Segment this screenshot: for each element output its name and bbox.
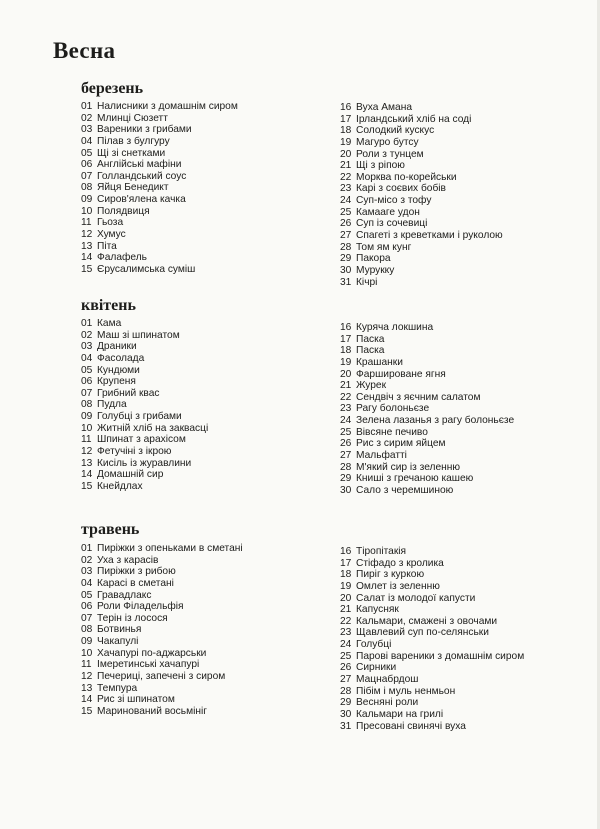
dish-name: Куряча локшина (356, 322, 434, 333)
dish-name: Роли Філадельфія (97, 601, 184, 613)
recipe-row (340, 369, 514, 381)
recipe-row (81, 113, 238, 125)
day-number: 11 (81, 217, 92, 229)
dish-name: Кама (97, 318, 122, 329)
dish-name: Щі з ріпою (356, 160, 405, 172)
dish-name: Полядвиця (97, 205, 150, 217)
recipe-row (81, 543, 243, 555)
recipe-row (81, 411, 208, 423)
dish-name: Маш зі шпинатом (97, 329, 180, 341)
dish-name: Кічрі (356, 276, 378, 288)
dish-name: Хумус (97, 229, 126, 241)
dish-name: Домашній сир (97, 469, 164, 481)
recipe-row (81, 671, 243, 683)
day-number: 21 (340, 160, 352, 172)
dish-name: Сало з черемшиною (356, 484, 454, 496)
dish-name: Налисники з домашнім сиром (97, 101, 238, 112)
dish-name: Житній хліб на заквасці (97, 422, 209, 434)
recipe-row (81, 182, 238, 194)
recipe-row (81, 458, 208, 470)
recipe-row (81, 217, 238, 229)
day-number: 30 (340, 484, 352, 496)
day-number: 11 (81, 659, 92, 671)
recipe-row (340, 183, 503, 195)
recipe-row (81, 555, 243, 567)
dish-name: Журек (356, 380, 387, 392)
day-number: 10 (81, 205, 93, 217)
day-number: 23 (340, 183, 352, 195)
recipe-row (340, 125, 503, 137)
dish-name: Кальмари на грилі (356, 708, 444, 720)
dish-name: Уха з карасів (97, 554, 159, 566)
day-number: 30 (340, 708, 352, 720)
day-number: 05 (81, 364, 93, 376)
recipe-row (81, 624, 243, 636)
day-number: 27 (340, 674, 352, 686)
month-title-may: травень (81, 521, 140, 538)
dish-name: Солодкий кускус (356, 125, 435, 137)
dish-name: Шпинат з арахісом (97, 434, 186, 446)
day-number: 25 (340, 650, 352, 662)
month-title-april: квітень (81, 297, 136, 314)
day-number: 14 (81, 252, 93, 264)
day-number: 13 (81, 682, 93, 694)
day-number: 14 (81, 469, 93, 481)
recipe-row (81, 601, 243, 613)
recipe-row (340, 473, 514, 485)
day-number: 01 (81, 101, 93, 112)
month-title-march: березень (81, 80, 144, 97)
recipe-row (81, 423, 208, 435)
recipe-row (340, 265, 503, 277)
dish-name: Чакапулі (97, 636, 139, 648)
day-number: 31 (340, 276, 352, 288)
recipe-row (340, 357, 514, 369)
day-number: 05 (81, 147, 93, 159)
dish-name: Карасі в сметані (97, 577, 174, 589)
recipe-row (81, 694, 243, 706)
dish-name: Вуха Амана (356, 102, 413, 113)
dish-name: Яйця Бенедикт (97, 182, 169, 194)
recipe-row (340, 149, 503, 161)
recipe-row (81, 706, 243, 718)
recipe-row (340, 662, 524, 674)
day-number: 20 (340, 592, 352, 604)
day-number: 28 (340, 461, 352, 473)
day-number: 31 (340, 720, 352, 732)
day-number: 01 (81, 318, 93, 329)
dish-name: Салат із молодої капусти (356, 592, 476, 604)
may-list-right (340, 546, 524, 732)
recipe-row (340, 627, 524, 639)
day-number: 08 (81, 182, 93, 194)
recipe-row (81, 613, 243, 625)
recipe-row (81, 252, 238, 264)
recipe-row (81, 353, 208, 365)
dish-name: Кнейдлах (97, 480, 143, 492)
day-number: 16 (340, 322, 352, 333)
dish-name: Пудла (97, 399, 127, 411)
dish-name: Драники (97, 341, 137, 353)
day-number: 25 (340, 206, 352, 218)
dish-name: Стіфадо з кролика (356, 557, 444, 569)
recipe-row (340, 160, 503, 172)
dish-name: Англійські мафіни (97, 159, 182, 171)
day-number: 26 (340, 662, 352, 674)
dish-name: Фасолада (97, 352, 145, 364)
dish-name: Пілав з булгуру (97, 135, 170, 147)
dish-name: Терін із лосося (97, 612, 168, 624)
recipe-row (81, 229, 238, 241)
dish-name: Маринований восьмініг (97, 705, 207, 717)
dish-name: Млинці Сюзетт (97, 112, 168, 124)
day-number: 15 (81, 263, 93, 275)
recipe-row (340, 674, 524, 686)
recipe-row (81, 399, 208, 411)
day-number: 07 (81, 387, 93, 399)
recipe-row (81, 590, 243, 602)
day-number: 02 (81, 112, 93, 124)
dish-name: М'який сир із зеленню (356, 461, 461, 473)
dish-name: Щі зі снетками (97, 147, 166, 159)
day-number: 19 (340, 356, 352, 368)
recipe-row (81, 148, 238, 160)
dish-name: Голландський соус (97, 170, 187, 182)
day-number: 19 (340, 580, 352, 592)
dish-name: Темпура (97, 682, 138, 694)
dish-name: Книші з гречаною кашею (356, 473, 474, 485)
dish-name: Сирники (356, 662, 397, 674)
recipe-row (81, 648, 243, 660)
recipe-row (340, 218, 503, 230)
dish-name: Імеретинські хачапурі (97, 659, 200, 671)
day-number: 20 (340, 368, 352, 380)
day-number: 17 (340, 113, 352, 125)
day-number: 17 (340, 333, 352, 345)
recipe-row (340, 380, 514, 392)
dish-name: Пібім і муль ненмьон (356, 685, 456, 697)
recipe-row (340, 345, 514, 357)
dish-name: Пиріжки з опеньками в сметані (97, 543, 243, 554)
recipe-row (81, 365, 208, 377)
day-number: 16 (340, 546, 352, 557)
recipe-row (340, 392, 514, 404)
day-number: 24 (340, 639, 352, 651)
dish-name: Грибний квас (97, 387, 160, 399)
day-number: 02 (81, 554, 93, 566)
recipe-row (81, 683, 243, 695)
day-number: 27 (340, 450, 352, 462)
day-number: 16 (340, 102, 352, 113)
recipe-row (340, 558, 524, 570)
dish-name: Пиріжки з рибою (97, 566, 176, 578)
day-number: 23 (340, 627, 352, 639)
day-number: 07 (81, 170, 93, 182)
dish-name: Парові вареники з домашнім сиром (356, 650, 525, 662)
day-number: 30 (340, 264, 352, 276)
day-number: 15 (81, 705, 93, 717)
day-number: 12 (81, 229, 93, 241)
recipe-row (340, 137, 503, 149)
dish-name: Спагеті з креветками і руколою (356, 230, 503, 242)
dish-name: Рис зі шпинатом (97, 694, 175, 706)
day-number: 06 (81, 601, 93, 613)
day-number: 26 (340, 438, 352, 450)
day-number: 18 (340, 125, 352, 137)
day-number: 13 (81, 457, 93, 469)
march-list-left (81, 101, 238, 276)
dish-name: Мурукку (356, 264, 395, 276)
dish-name: Печериці, запечені з сиром (97, 671, 226, 683)
recipe-row (340, 277, 503, 289)
day-number: 10 (81, 422, 93, 434)
day-number: 17 (340, 557, 352, 569)
day-number: 07 (81, 612, 93, 624)
dish-name: Щавлевий суп по-селянськи (356, 627, 489, 639)
dish-name: Голубці з грибами (97, 411, 182, 423)
recipe-row (81, 566, 243, 578)
day-number: 06 (81, 159, 93, 171)
dish-name: Фетучіні з ікрою (97, 446, 172, 458)
day-number: 06 (81, 376, 93, 388)
may-list-left (81, 543, 243, 718)
dish-name: Омлет із зеленню (356, 580, 440, 592)
day-number: 04 (81, 135, 93, 147)
day-number: 28 (340, 241, 352, 253)
recipe-row (81, 101, 238, 113)
dish-name: Кисіль із журавлини (97, 457, 192, 469)
day-number: 21 (340, 604, 352, 616)
recipe-row (81, 136, 238, 148)
recipe-row (81, 659, 243, 671)
dish-name: Вівсяне печиво (356, 426, 428, 438)
day-number: 21 (340, 380, 352, 392)
dish-name: Фаршироване ягня (356, 368, 446, 380)
recipe-row (340, 651, 524, 663)
dish-name: Кундюми (97, 364, 140, 376)
dish-name: Вареники з грибами (97, 124, 192, 136)
dish-name: Камааге удон (356, 206, 420, 218)
day-number: 12 (81, 446, 93, 458)
recipe-row (340, 462, 514, 474)
recipe-row (340, 102, 503, 114)
recipe-row (340, 697, 524, 709)
recipe-row (340, 438, 514, 450)
day-number: 27 (340, 230, 352, 242)
dish-name: Суп із сочевиці (356, 218, 428, 230)
recipe-row (81, 446, 208, 458)
day-number: 04 (81, 577, 93, 589)
recipe-row (81, 341, 208, 353)
recipe-row (340, 569, 524, 581)
recipe-row (81, 376, 208, 388)
dish-name: Капусняк (356, 604, 399, 616)
day-number: 23 (340, 403, 352, 415)
day-number: 14 (81, 694, 93, 706)
day-number: 29 (340, 697, 352, 709)
recipe-row (340, 546, 524, 558)
recipe-row (81, 434, 208, 446)
day-number: 03 (81, 566, 93, 578)
recipe-row (340, 415, 514, 427)
day-number: 24 (340, 415, 352, 427)
recipe-row (81, 159, 238, 171)
day-number: 29 (340, 253, 352, 265)
recipe-row (340, 604, 524, 616)
recipe-row (81, 388, 208, 400)
day-number: 12 (81, 671, 93, 683)
recipe-row (81, 578, 243, 590)
recipe-row (340, 616, 524, 628)
recipe-row (340, 593, 524, 605)
day-number: 02 (81, 329, 93, 341)
recipe-row (340, 450, 514, 462)
day-number: 09 (81, 194, 93, 206)
dish-name: Мальфатті (356, 450, 407, 462)
day-number: 22 (340, 391, 352, 403)
recipe-row (81, 481, 208, 493)
recipe-row (81, 171, 238, 183)
recipe-row (81, 469, 208, 481)
recipe-row (340, 403, 514, 415)
recipe-row (340, 427, 514, 439)
dish-name: Рагу болоньєзе (356, 403, 430, 415)
recipe-row (340, 485, 514, 497)
dish-name: Рис з сирим яйцем (356, 438, 446, 450)
day-number: 01 (81, 543, 93, 554)
dish-name: Гравадлакс (97, 589, 152, 601)
dish-name: Крупеня (97, 376, 136, 388)
day-number: 08 (81, 399, 93, 411)
dish-name: Хачапурі по-аджарськи (97, 647, 207, 659)
day-number: 10 (81, 647, 93, 659)
dish-name: Крашанки (356, 356, 403, 368)
recipe-row (340, 114, 503, 126)
dish-name: Роли з тунцем (356, 148, 424, 160)
day-number: 28 (340, 685, 352, 697)
dish-name: Весняні роли (356, 697, 419, 709)
dish-name: Магуро бутсу (356, 136, 419, 148)
dish-name: Гьоза (97, 217, 124, 229)
recipe-row (340, 207, 503, 219)
recipe-row (81, 330, 208, 342)
recipe-row (81, 264, 238, 276)
day-number: 09 (81, 636, 93, 648)
dish-name: Пакора (356, 253, 391, 265)
day-number: 20 (340, 148, 352, 160)
day-number: 22 (340, 171, 352, 183)
recipe-row (81, 241, 238, 253)
day-number: 26 (340, 218, 352, 230)
day-number: 29 (340, 473, 352, 485)
day-number: 03 (81, 124, 93, 136)
day-number: 25 (340, 426, 352, 438)
dish-name: Паска (356, 345, 385, 357)
dish-name: Ірландський хліб на соді (356, 113, 472, 125)
recipe-row (340, 195, 503, 207)
dish-name: Сендвіч з яєчним салатом (356, 391, 481, 403)
recipe-row (340, 322, 514, 334)
march-list-right (340, 102, 503, 288)
recipe-row (340, 581, 524, 593)
day-number: 09 (81, 411, 93, 423)
recipe-row (81, 206, 238, 218)
recipe-row (81, 194, 238, 206)
recipe-row (81, 318, 208, 330)
recipe-row (340, 721, 524, 733)
recipe-row (340, 172, 503, 184)
day-number: 04 (81, 352, 93, 364)
recipe-row (340, 334, 514, 346)
recipe-row (340, 253, 503, 265)
day-number: 24 (340, 195, 352, 207)
dish-name: Мацнабрдош (356, 674, 419, 686)
recipe-row (81, 636, 243, 648)
day-number: 05 (81, 589, 93, 601)
dish-name: Тіропітакія (356, 546, 407, 557)
recipe-row (340, 639, 524, 651)
april-list-right (340, 322, 514, 497)
dish-name: Сиров'ялена качка (97, 194, 186, 206)
dish-name: Пиріг з куркою (356, 569, 425, 581)
day-number: 19 (340, 136, 352, 148)
dish-name: Піта (97, 240, 117, 252)
dish-name: Єрусалимська суміш (97, 263, 196, 275)
recipe-row (340, 230, 503, 242)
day-number: 15 (81, 480, 93, 492)
april-list-left (81, 318, 208, 493)
day-number: 03 (81, 341, 93, 353)
day-number: 18 (340, 345, 352, 357)
dish-name: Кальмари, смажені з овочами (356, 615, 498, 627)
dish-name: Суп-місо з тофу (356, 195, 432, 207)
dish-name: Паска (356, 333, 385, 345)
dish-name: Морква по-корейськи (356, 171, 457, 183)
dish-name: Ботвинья (97, 624, 142, 636)
recipe-row (81, 124, 238, 136)
dish-name: Пресовані свинячі вуха (356, 720, 466, 732)
dish-name: Том ям кунг (356, 241, 412, 253)
recipe-row (340, 686, 524, 698)
recipe-row (340, 709, 524, 721)
dish-name: Карі з соєвих бобів (356, 183, 446, 195)
page-title: Весна (53, 38, 116, 63)
dish-name: Фалафель (97, 252, 147, 264)
day-number: 11 (81, 434, 92, 446)
recipe-row (340, 242, 503, 254)
dish-name: Голубці (356, 639, 392, 651)
day-number: 18 (340, 569, 352, 581)
day-number: 08 (81, 624, 93, 636)
day-number: 22 (340, 615, 352, 627)
dish-name: Зелена лазанья з рагу болоньєзе (356, 415, 515, 427)
day-number: 13 (81, 240, 93, 252)
